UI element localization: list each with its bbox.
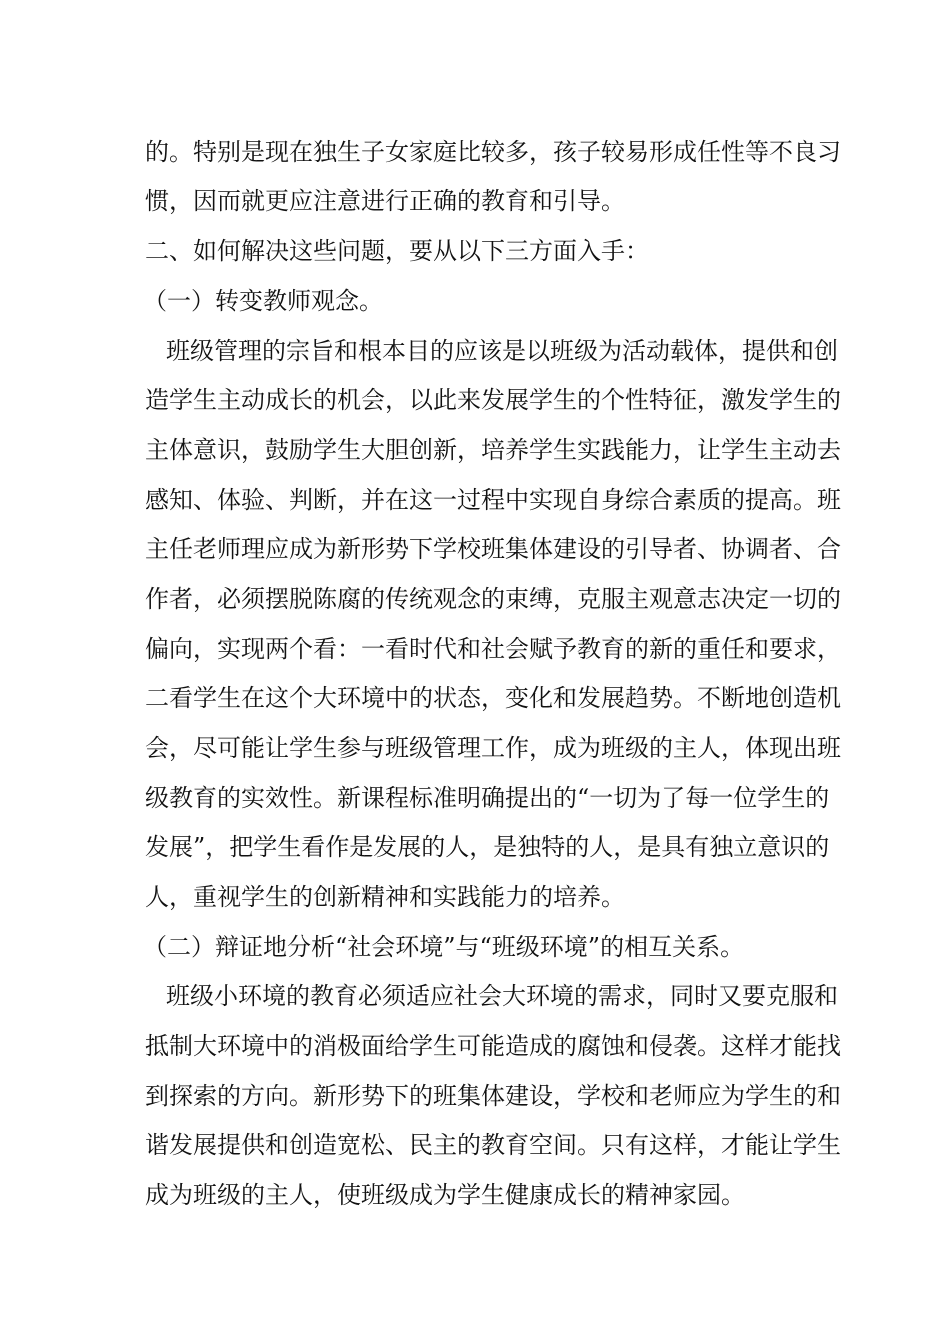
subsection-heading-1: （一）转变教师观念。 bbox=[143, 287, 383, 315]
text-line-5: 班级管理的宗旨和根本目的应该是以班级为活动载体，提供和创 bbox=[166, 337, 838, 365]
section-heading-2: 二、如何解决这些问题，要从以下三方面入手： bbox=[145, 237, 649, 265]
text-line-8: 感知、体验、判断，并在这一过程中实现自身综合素质的提高。班 bbox=[145, 486, 841, 514]
text-line-11: 偏向，实现两个看：一看时代和社会赋予教育的新的重任和要求， bbox=[145, 635, 841, 663]
text-line-20: 到探索的方向。新形势下的班集体建设，学校和老师应为学生的和 bbox=[145, 1082, 841, 1110]
text-line-14: 级教育的实效性。新课程标准明确提出的“一切为了每一位学生的 bbox=[145, 784, 830, 812]
text-line-2: 惯，因而就更应注意进行正确的教育和引导。 bbox=[145, 187, 625, 215]
text-line-1: 的。特别是现在独生子女家庭比较多，孩子较易形成任性等不良习 bbox=[145, 138, 841, 166]
text-line-13: 会，尽可能让学生参与班级管理工作，成为班级的主人，体现出班 bbox=[145, 734, 841, 762]
text-line-7: 主体意识，鼓励学生大胆创新，培养学生实践能力，让学生主动去 bbox=[145, 436, 841, 464]
text-line-9: 主任老师理应成为新形势下学校班集体建设的引导者、协调者、合 bbox=[145, 535, 841, 563]
text-line-19: 抵制大环境中的消极面给学生可能造成的腐蚀和侵袭。这样才能找 bbox=[145, 1032, 841, 1060]
text-line-18: 班级小环境的教育必须适应社会大环境的需求，同时又要克服和 bbox=[166, 982, 838, 1010]
text-line-15: 发展”，把学生看作是发展的人，是独特的人，是具有独立意识的 bbox=[145, 833, 830, 861]
text-line-22: 成为班级的主人，使班级成为学生健康成长的精神家园。 bbox=[145, 1181, 745, 1209]
text-line-12: 二看学生在这个大环境中的状态，变化和发展趋势。不断地创造机 bbox=[145, 684, 841, 712]
text-line-10: 作者，必须摆脱陈腐的传统观念的束缚，克服主观意志决定一切的 bbox=[145, 585, 841, 613]
text-line-16: 人，重视学生的创新精神和实践能力的培养。 bbox=[145, 883, 625, 911]
text-line-6: 造学生主动成长的机会，以此来发展学生的个性特征，激发学生的 bbox=[145, 386, 841, 414]
subsection-heading-2: （二）辩证地分析“社会环境”与“班级环境”的相互关系。 bbox=[143, 933, 745, 961]
text-line-21: 谐发展提供和创造宽松、民主的教育空间。只有这样，才能让学生 bbox=[145, 1131, 841, 1159]
